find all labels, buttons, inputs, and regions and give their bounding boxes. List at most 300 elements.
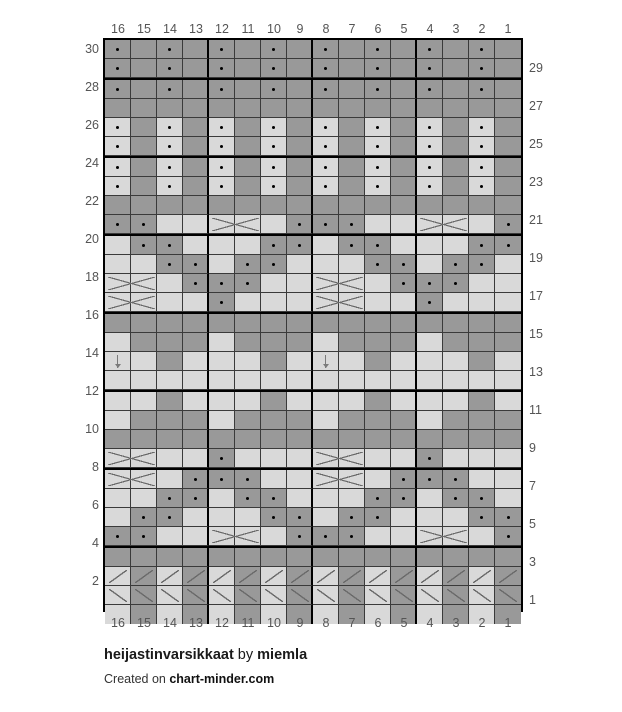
chart-cell[interactable] xyxy=(391,430,417,449)
chart-cell[interactable] xyxy=(443,293,469,312)
chart-row[interactable] xyxy=(105,352,521,371)
chart-cell[interactable] xyxy=(313,430,339,449)
chart-cell[interactable] xyxy=(365,449,391,468)
chart-cell[interactable] xyxy=(209,489,235,508)
chart-cell[interactable] xyxy=(235,293,261,312)
chart-cell[interactable] xyxy=(209,586,235,605)
chart-cell[interactable] xyxy=(469,293,495,312)
chart-cell[interactable] xyxy=(365,567,391,586)
chart-cell[interactable] xyxy=(235,333,261,352)
chart-cell[interactable] xyxy=(235,118,261,137)
chart-row[interactable] xyxy=(105,567,521,586)
chart-cell[interactable] xyxy=(235,99,261,118)
chart-cell[interactable] xyxy=(391,255,417,274)
chart-cell[interactable] xyxy=(443,508,469,527)
chart-cell[interactable] xyxy=(365,236,391,255)
chart-cell[interactable] xyxy=(235,255,261,274)
chart-row[interactable] xyxy=(105,470,521,489)
chart-cell[interactable] xyxy=(417,352,443,371)
chart-cell[interactable] xyxy=(287,137,313,156)
chart-cell[interactable] xyxy=(469,314,495,333)
chart-cell[interactable] xyxy=(183,293,209,312)
chart-cell[interactable] xyxy=(287,40,313,59)
chart-cell[interactable] xyxy=(339,196,365,215)
chart-cell[interactable] xyxy=(131,314,157,333)
chart-cell[interactable] xyxy=(339,548,365,567)
chart-cell[interactable] xyxy=(157,470,183,489)
chart-cell[interactable] xyxy=(183,177,209,196)
chart-cell[interactable] xyxy=(469,527,495,546)
chart-cell[interactable] xyxy=(235,392,261,411)
chart-cell[interactable] xyxy=(339,508,365,527)
chart-cell[interactable] xyxy=(339,40,365,59)
chart-cell[interactable] xyxy=(313,411,339,430)
chart-cell[interactable] xyxy=(417,137,443,156)
chart-cell[interactable] xyxy=(365,80,391,99)
chart-cell[interactable] xyxy=(209,236,235,255)
chart-cell[interactable] xyxy=(495,314,521,333)
chart-cell[interactable] xyxy=(261,527,287,546)
chart-cell[interactable] xyxy=(105,177,131,196)
chart-cell[interactable] xyxy=(183,371,209,390)
chart-cell[interactable] xyxy=(365,118,391,137)
chart-cell[interactable] xyxy=(365,196,391,215)
chart-cell[interactable] xyxy=(417,527,443,546)
chart-cell[interactable] xyxy=(105,586,131,605)
chart-cell[interactable] xyxy=(105,352,131,371)
chart-cell[interactable] xyxy=(105,371,131,390)
chart-cell[interactable] xyxy=(391,333,417,352)
chart-cell[interactable] xyxy=(495,508,521,527)
chart-cell[interactable] xyxy=(105,392,131,411)
chart-cell[interactable] xyxy=(209,371,235,390)
chart-cell[interactable] xyxy=(339,449,365,468)
chart-row[interactable] xyxy=(105,274,521,293)
chart-cell[interactable] xyxy=(469,40,495,59)
chart-cell[interactable] xyxy=(469,177,495,196)
chart-cell[interactable] xyxy=(105,99,131,118)
chart-cell[interactable] xyxy=(391,586,417,605)
chart-cell[interactable] xyxy=(417,586,443,605)
chart-row[interactable] xyxy=(105,255,521,274)
chart-cell[interactable] xyxy=(131,470,157,489)
chart-cell[interactable] xyxy=(261,508,287,527)
chart-cell[interactable] xyxy=(417,177,443,196)
chart-cell[interactable] xyxy=(105,137,131,156)
chart-cell[interactable] xyxy=(339,567,365,586)
chart-cell[interactable] xyxy=(495,392,521,411)
chart-cell[interactable] xyxy=(469,449,495,468)
chart-cell[interactable] xyxy=(495,333,521,352)
chart-cell[interactable] xyxy=(339,371,365,390)
chart-cell[interactable] xyxy=(183,99,209,118)
chart-cell[interactable] xyxy=(157,508,183,527)
chart-cell[interactable] xyxy=(183,586,209,605)
chart-cell[interactable] xyxy=(339,236,365,255)
chart-cell[interactable] xyxy=(495,137,521,156)
chart-cell[interactable] xyxy=(157,59,183,78)
chart-cell[interactable] xyxy=(339,430,365,449)
chart-cell[interactable] xyxy=(391,177,417,196)
chart-cell[interactable] xyxy=(443,489,469,508)
chart-cell[interactable] xyxy=(209,118,235,137)
chart-cell[interactable] xyxy=(261,586,287,605)
chart-cell[interactable] xyxy=(469,59,495,78)
chart-cell[interactable] xyxy=(495,527,521,546)
chart-cell[interactable] xyxy=(365,333,391,352)
chart-cell[interactable] xyxy=(313,470,339,489)
chart-cell[interactable] xyxy=(365,215,391,234)
chart-cell[interactable] xyxy=(235,411,261,430)
chart-row[interactable] xyxy=(105,118,521,137)
chart-cell[interactable] xyxy=(443,548,469,567)
chart-cell[interactable] xyxy=(469,392,495,411)
chart-cell[interactable] xyxy=(183,430,209,449)
chart-cell[interactable] xyxy=(209,196,235,215)
chart-cell[interactable] xyxy=(157,548,183,567)
chart-cell[interactable] xyxy=(417,567,443,586)
chart-cell[interactable] xyxy=(365,430,391,449)
chart-cell[interactable] xyxy=(287,118,313,137)
chart-cell[interactable] xyxy=(235,236,261,255)
chart-cell[interactable] xyxy=(261,352,287,371)
chart-cell[interactable] xyxy=(417,196,443,215)
chart-cell[interactable] xyxy=(105,196,131,215)
chart-cell[interactable] xyxy=(443,236,469,255)
chart-cell[interactable] xyxy=(183,118,209,137)
chart-cell[interactable] xyxy=(157,449,183,468)
chart-cell[interactable] xyxy=(131,293,157,312)
chart-cell[interactable] xyxy=(417,470,443,489)
chart-cell[interactable] xyxy=(495,40,521,59)
chart-cell[interactable] xyxy=(105,255,131,274)
chart-cell[interactable] xyxy=(131,508,157,527)
chart-cell[interactable] xyxy=(469,586,495,605)
chart-cell[interactable] xyxy=(105,489,131,508)
chart-cell[interactable] xyxy=(339,59,365,78)
chart-cell[interactable] xyxy=(287,527,313,546)
chart-cell[interactable] xyxy=(261,177,287,196)
chart-cell[interactable] xyxy=(131,40,157,59)
chart-cell[interactable] xyxy=(157,567,183,586)
chart-cell[interactable] xyxy=(131,586,157,605)
chart-cell[interactable] xyxy=(105,449,131,468)
chart-cell[interactable] xyxy=(495,215,521,234)
chart-cell[interactable] xyxy=(261,215,287,234)
chart-cell[interactable] xyxy=(495,449,521,468)
chart-cell[interactable] xyxy=(495,236,521,255)
chart-cell[interactable] xyxy=(105,59,131,78)
chart-row[interactable] xyxy=(105,371,521,392)
chart-cell[interactable] xyxy=(235,196,261,215)
chart-cell[interactable] xyxy=(287,177,313,196)
chart-cell[interactable] xyxy=(469,99,495,118)
chart-row[interactable] xyxy=(105,293,521,314)
chart-cell[interactable] xyxy=(209,80,235,99)
chart-row[interactable] xyxy=(105,137,521,158)
chart-cell[interactable] xyxy=(313,293,339,312)
chart-cell[interactable] xyxy=(417,392,443,411)
chart-cell[interactable] xyxy=(157,293,183,312)
chart-cell[interactable] xyxy=(157,40,183,59)
chart-cell[interactable] xyxy=(157,137,183,156)
chart-cell[interactable] xyxy=(391,371,417,390)
chart-cell[interactable] xyxy=(287,586,313,605)
chart-cell[interactable] xyxy=(365,255,391,274)
chart-cell[interactable] xyxy=(313,527,339,546)
chart-cell[interactable] xyxy=(417,118,443,137)
chart-cell[interactable] xyxy=(209,137,235,156)
chart-cell[interactable] xyxy=(391,274,417,293)
chart-cell[interactable] xyxy=(287,449,313,468)
chart-cell[interactable] xyxy=(287,567,313,586)
chart-cell[interactable] xyxy=(313,586,339,605)
chart-row[interactable] xyxy=(105,586,521,605)
chart-cell[interactable] xyxy=(365,470,391,489)
chart-cell[interactable] xyxy=(105,548,131,567)
chart-cell[interactable] xyxy=(313,333,339,352)
chart-cell[interactable] xyxy=(417,80,443,99)
chart-cell[interactable] xyxy=(391,489,417,508)
chart-cell[interactable] xyxy=(313,59,339,78)
chart-cell[interactable] xyxy=(235,548,261,567)
chart-row[interactable] xyxy=(105,99,521,118)
chart-cell[interactable] xyxy=(469,489,495,508)
chart-cell[interactable] xyxy=(183,470,209,489)
chart-cell[interactable] xyxy=(235,430,261,449)
chart-cell[interactable] xyxy=(313,99,339,118)
chart-cell[interactable] xyxy=(313,371,339,390)
chart-cell[interactable] xyxy=(443,371,469,390)
chart-cell[interactable] xyxy=(469,508,495,527)
chart-cell[interactable] xyxy=(131,274,157,293)
chart-cell[interactable] xyxy=(157,352,183,371)
chart-cell[interactable] xyxy=(209,255,235,274)
chart-cell[interactable] xyxy=(391,567,417,586)
chart-cell[interactable] xyxy=(157,177,183,196)
chart-cell[interactable] xyxy=(495,371,521,390)
chart-cell[interactable] xyxy=(469,411,495,430)
chart-cell[interactable] xyxy=(105,80,131,99)
chart-cell[interactable] xyxy=(235,215,261,234)
chart-cell[interactable] xyxy=(313,40,339,59)
chart-cell[interactable] xyxy=(287,470,313,489)
chart-cell[interactable] xyxy=(157,118,183,137)
chart-cell[interactable] xyxy=(261,236,287,255)
chart-cell[interactable] xyxy=(209,293,235,312)
chart-cell[interactable] xyxy=(365,40,391,59)
chart-row[interactable] xyxy=(105,392,521,411)
chart-cell[interactable] xyxy=(417,293,443,312)
chart-cell[interactable] xyxy=(443,470,469,489)
chart-cell[interactable] xyxy=(157,196,183,215)
chart-cell[interactable] xyxy=(287,215,313,234)
chart-cell[interactable] xyxy=(469,371,495,390)
chart-cell[interactable] xyxy=(339,352,365,371)
chart-cell[interactable] xyxy=(339,255,365,274)
chart-cell[interactable] xyxy=(443,527,469,546)
chart-cell[interactable] xyxy=(131,371,157,390)
chart-cell[interactable] xyxy=(495,352,521,371)
chart-cell[interactable] xyxy=(339,215,365,234)
chart-cell[interactable] xyxy=(339,527,365,546)
chart-cell[interactable] xyxy=(261,333,287,352)
chart-cell[interactable] xyxy=(183,314,209,333)
chart-cell[interactable] xyxy=(339,586,365,605)
chart-cell[interactable] xyxy=(417,411,443,430)
chart-cell[interactable] xyxy=(495,118,521,137)
chart-cell[interactable] xyxy=(131,333,157,352)
chart-cell[interactable] xyxy=(365,411,391,430)
chart-cell[interactable] xyxy=(391,314,417,333)
chart-cell[interactable] xyxy=(157,314,183,333)
chart-cell[interactable] xyxy=(469,333,495,352)
chart-cell[interactable] xyxy=(183,215,209,234)
chart-cell[interactable] xyxy=(183,352,209,371)
chart-cell[interactable] xyxy=(313,274,339,293)
chart-cell[interactable] xyxy=(183,411,209,430)
chart-cell[interactable] xyxy=(443,137,469,156)
chart-cell[interactable] xyxy=(131,548,157,567)
chart-row[interactable] xyxy=(105,449,521,470)
chart-cell[interactable] xyxy=(209,548,235,567)
chart-cell[interactable] xyxy=(391,236,417,255)
chart-cell[interactable] xyxy=(235,314,261,333)
chart-cell[interactable] xyxy=(391,411,417,430)
chart-cell[interactable] xyxy=(157,586,183,605)
chart-cell[interactable] xyxy=(313,548,339,567)
chart-cell[interactable] xyxy=(417,333,443,352)
chart-row[interactable] xyxy=(105,489,521,508)
chart-cell[interactable] xyxy=(339,158,365,177)
chart-cell[interactable] xyxy=(443,411,469,430)
chart-cell[interactable] xyxy=(157,430,183,449)
chart-row[interactable] xyxy=(105,158,521,177)
chart-cell[interactable] xyxy=(261,293,287,312)
chart-cell[interactable] xyxy=(287,489,313,508)
chart-cell[interactable] xyxy=(469,430,495,449)
chart-cell[interactable] xyxy=(235,177,261,196)
chart-cell[interactable] xyxy=(105,470,131,489)
chart-cell[interactable] xyxy=(235,489,261,508)
chart-cell[interactable] xyxy=(313,352,339,371)
chart-cell[interactable] xyxy=(391,59,417,78)
chart-cell[interactable] xyxy=(261,80,287,99)
chart-cell[interactable] xyxy=(131,352,157,371)
chart-cell[interactable] xyxy=(417,59,443,78)
chart-cell[interactable] xyxy=(443,567,469,586)
chart-cell[interactable] xyxy=(235,59,261,78)
chart-cell[interactable] xyxy=(105,40,131,59)
chart-cell[interactable] xyxy=(157,411,183,430)
chart-cell[interactable] xyxy=(105,293,131,312)
chart-cell[interactable] xyxy=(339,99,365,118)
chart-cell[interactable] xyxy=(443,158,469,177)
chart-cell[interactable] xyxy=(183,567,209,586)
chart-cell[interactable] xyxy=(313,137,339,156)
chart-cell[interactable] xyxy=(287,352,313,371)
chart-cell[interactable] xyxy=(365,274,391,293)
chart-cell[interactable] xyxy=(131,527,157,546)
chart-cell[interactable] xyxy=(391,40,417,59)
chart-cell[interactable] xyxy=(495,411,521,430)
chart-cell[interactable] xyxy=(495,158,521,177)
chart-cell[interactable] xyxy=(287,274,313,293)
chart-cell[interactable] xyxy=(495,177,521,196)
chart-cell[interactable] xyxy=(495,99,521,118)
chart-cell[interactable] xyxy=(443,59,469,78)
chart-cell[interactable] xyxy=(235,508,261,527)
chart-cell[interactable] xyxy=(313,236,339,255)
chart-cell[interactable] xyxy=(339,274,365,293)
chart-cell[interactable] xyxy=(261,548,287,567)
chart-cell[interactable] xyxy=(131,158,157,177)
chart-cell[interactable] xyxy=(183,80,209,99)
chart-cell[interactable] xyxy=(209,314,235,333)
chart-cell[interactable] xyxy=(261,430,287,449)
chart-cell[interactable] xyxy=(443,392,469,411)
chart-row[interactable] xyxy=(105,527,521,548)
chart-cell[interactable] xyxy=(131,99,157,118)
chart-cell[interactable] xyxy=(105,158,131,177)
chart-cell[interactable] xyxy=(105,333,131,352)
chart-cell[interactable] xyxy=(235,527,261,546)
chart-cell[interactable] xyxy=(235,274,261,293)
chart-cell[interactable] xyxy=(469,196,495,215)
chart-cell[interactable] xyxy=(183,236,209,255)
chart-cell[interactable] xyxy=(339,293,365,312)
chart-cell[interactable] xyxy=(313,314,339,333)
chart-cell[interactable] xyxy=(469,158,495,177)
chart-row[interactable] xyxy=(105,430,521,449)
chart-cell[interactable] xyxy=(339,137,365,156)
chart-cell[interactable] xyxy=(391,158,417,177)
chart-cell[interactable] xyxy=(131,567,157,586)
chart-cell[interactable] xyxy=(131,430,157,449)
chart-cell[interactable] xyxy=(339,118,365,137)
chart-cell[interactable] xyxy=(339,314,365,333)
chart-cell[interactable] xyxy=(391,548,417,567)
chart-cell[interactable] xyxy=(209,177,235,196)
chart-cell[interactable] xyxy=(261,99,287,118)
chart-cell[interactable] xyxy=(131,177,157,196)
chart-cell[interactable] xyxy=(209,527,235,546)
chart-cell[interactable] xyxy=(287,371,313,390)
chart-cell[interactable] xyxy=(157,274,183,293)
chart-cell[interactable] xyxy=(365,352,391,371)
chart-cell[interactable] xyxy=(469,215,495,234)
chart-cell[interactable] xyxy=(105,236,131,255)
chart-cell[interactable] xyxy=(495,548,521,567)
chart-cell[interactable] xyxy=(469,118,495,137)
chart-cell[interactable] xyxy=(313,449,339,468)
chart-cell[interactable] xyxy=(417,236,443,255)
chart-row[interactable] xyxy=(105,59,521,80)
chart-cell[interactable] xyxy=(183,274,209,293)
chart-cell[interactable] xyxy=(365,508,391,527)
chart-cell[interactable] xyxy=(495,586,521,605)
chart-cell[interactable] xyxy=(287,411,313,430)
chart-cell[interactable] xyxy=(235,586,261,605)
chart-cell[interactable] xyxy=(391,352,417,371)
chart-cell[interactable] xyxy=(495,470,521,489)
chart-cell[interactable] xyxy=(183,137,209,156)
chart-cell[interactable] xyxy=(469,352,495,371)
chart-cell[interactable] xyxy=(417,548,443,567)
chart-cell[interactable] xyxy=(443,177,469,196)
chart-cell[interactable] xyxy=(287,508,313,527)
chart-cell[interactable] xyxy=(313,508,339,527)
